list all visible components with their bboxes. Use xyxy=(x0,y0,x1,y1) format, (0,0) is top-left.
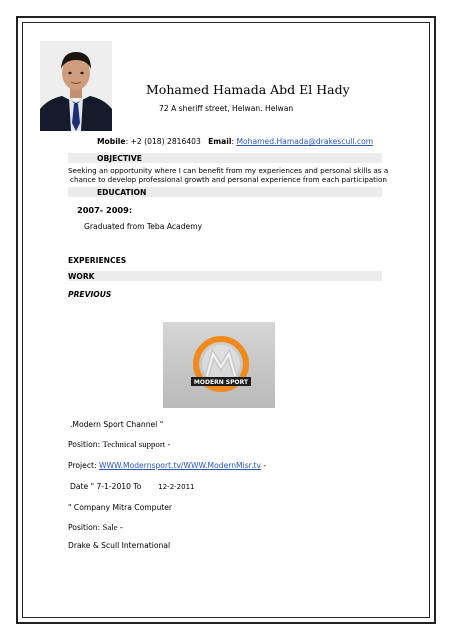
profile-photo xyxy=(40,41,112,131)
previous-heading: PREVIOUS xyxy=(68,290,112,299)
position-2-label: Position: xyxy=(68,523,103,532)
email-link[interactable]: Mohamed.Hamada@drakescull.com xyxy=(236,137,374,146)
objective-heading: OBJECTIVE xyxy=(97,154,142,163)
position-1 xyxy=(68,439,170,449)
date-start: Date " 7-1-2010 To xyxy=(70,482,142,491)
work-band xyxy=(68,271,382,281)
date-end: 12-2-2011 xyxy=(158,483,195,491)
position-1-value: Technical support - xyxy=(102,439,171,449)
project-line xyxy=(68,461,266,470)
project-suffix: - xyxy=(260,461,267,470)
education-heading: EDUCATION xyxy=(97,188,147,197)
position-2-value: Sale - xyxy=(102,522,123,532)
objective-text-line1: Seeking an opportunity where I can benefit from my experiences and personal skills as a xyxy=(68,166,389,175)
education-detail: Graduated from Teba Academy xyxy=(84,222,203,231)
company-modern-sport: .Modern Sport Channel " xyxy=(70,420,164,429)
objective-text-line2: chance to develop professional growth and personal experience from each participation xyxy=(70,175,387,184)
date-line xyxy=(70,482,195,491)
project-link[interactable]: WWW.Modernsport.tv/WWW.ModernMisr.tv xyxy=(98,461,261,470)
logo-text: MODERN SPORT xyxy=(193,379,249,386)
email-label: Email xyxy=(208,137,232,146)
contact-line xyxy=(97,137,373,146)
mobile-value: : +2 (018) 2816403 xyxy=(125,137,201,146)
project-label: Project: xyxy=(68,461,99,470)
position-2 xyxy=(68,522,123,532)
candidate-name: Mohamed Hamada Abd El Hady xyxy=(146,82,350,97)
position-1-label: Position: xyxy=(68,440,103,449)
email-separator: : xyxy=(231,137,237,146)
address: 72 A sheriff street, Helwan. Helwan xyxy=(159,104,294,113)
experiences-heading: EXPERIENCES xyxy=(68,256,127,265)
mobile-label: Mobile xyxy=(97,137,126,146)
work-heading: WORK xyxy=(68,272,95,281)
company-drake-scull: Drake & Scull International xyxy=(68,541,171,550)
education-years: 2007- 2009: xyxy=(77,205,133,215)
modern-sport-logo xyxy=(163,322,275,408)
company-mitra: " Company Mitra Computer xyxy=(68,503,173,512)
